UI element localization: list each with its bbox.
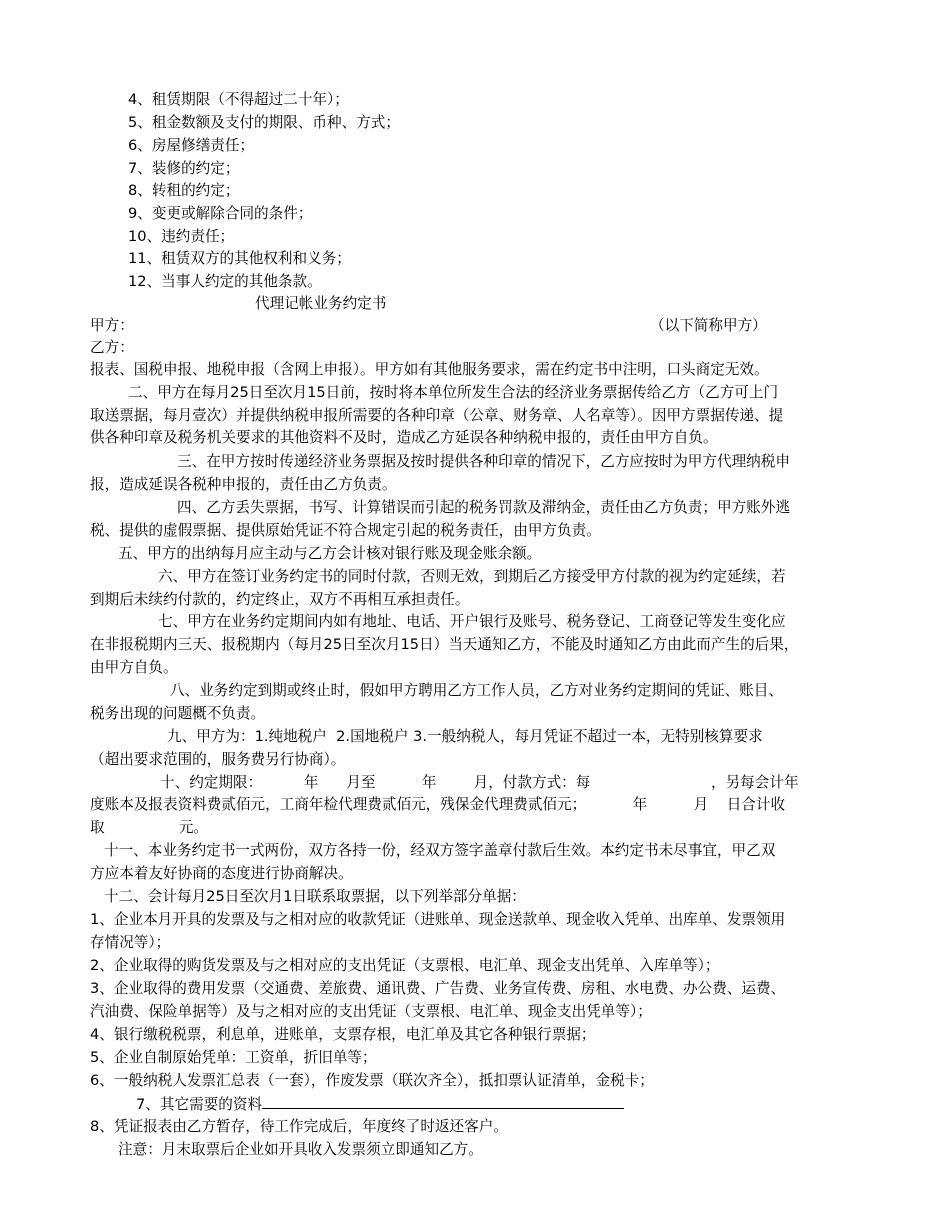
document-title: 代理记帐业务约定书 <box>255 295 387 312</box>
clause-9: 九、甲方为：1.纯地税户 2.国地税户 3.一般纳税人，每月凭证不超过一本，无特别核算要求 <box>167 728 763 745</box>
body-line: 在非报税期内三天、报税期内（每月25日至次月15日）当天通知乙方，不能及时通知乙方由此而产生的后果， <box>90 636 799 653</box>
body-line: 报表、国税申报、地税申报（含网上申报）。甲方如有其他服务要求，需在约定书中注明，口头商定无效。 <box>90 361 769 378</box>
item-7-label: 7、其它需要的资料 <box>136 1096 263 1113</box>
list-item: 4、租赁期限（不得超过二十年）； <box>128 91 349 108</box>
party-b-label: 乙方： <box>90 339 134 356</box>
document-list-item: 1、企业本月开具的发票及与之相对应的收款凭证（进账单、现金送款单、现金收入凭单、出库单、发票领用 <box>90 911 786 928</box>
list-item: 5、租金数额及支付的期限、币种、方式； <box>128 114 400 131</box>
body-line: 税、提供的虚假票据、提供原始凭证不符合规定引起的税务责任，由甲方负责。 <box>90 522 601 539</box>
body-line: 到期后未续约付款的，约定终止，双方不再相互承担责任。 <box>90 591 470 608</box>
clause-3: 三、在甲方按时传递经济业务票据及按时提供各种印章的情况下，乙方应按时为甲方代理纳税申 <box>177 453 790 470</box>
document-list-item: 2、企业取得的购货发票及与之相对应的支出凭证（支票根、电汇单、现金支出凭单、入库单等）； <box>90 957 720 974</box>
body-line: （超出要求范围的，服务费另行协商）。 <box>90 751 346 768</box>
list-item: 7、装修的约定； <box>128 160 240 177</box>
clause-8: 八、业务约定到期或终止时，假如甲方聘用乙方工作人员，乙方对业务约定期间的凭证、账目、 <box>170 682 783 699</box>
body-line: 存情况等）； <box>90 934 171 951</box>
clause-11: 十一、本业务约定书一式两份，双方各持一份，经双方签字盖章付款后生效。本约定书未尽事宜，甲乙双 <box>104 842 776 859</box>
list-item: 10、违约责任； <box>128 228 235 245</box>
document-list-item: 3、企业取得的费用发票（交通费、差旅费、通讯费、广告费、业务宣传费、房租、水电费、办公费、运费、 <box>90 980 786 997</box>
party-a-label: 甲方： <box>90 317 134 334</box>
document-list-item: 8、凭证报表由乙方暂存，待工作完成后，年度终了时返还客户。 <box>90 1118 508 1135</box>
body-line: 度账本及报表资料费贰佰元，工商年检代理费贰佰元，残保金代理费贰佰元； 年 月 日合计收 <box>90 796 786 813</box>
body-line: 税务出现的问题概不负责。 <box>90 705 266 722</box>
list-item: 12、当事人约定的其他条款。 <box>128 273 322 290</box>
clause-4: 四、乙方丢失票据，书写、计算错误而引起的税务罚款及滞纳金，责任由乙方负责；甲方账外逃 <box>177 499 790 516</box>
body-line: 取送票据，每月壹次）并提供纳税申报所需要的各种印章（公章、财务章、人名章等）。因甲方票据传递、提 <box>90 407 784 424</box>
note: 注意：月末取票后企业如开具收入发票须立即通知乙方。 <box>118 1141 483 1158</box>
body-line: 由甲方自负。 <box>90 659 178 676</box>
body-line: 方应本着友好协商的态度进行协商解决。 <box>90 865 353 882</box>
clause-5: 五、甲方的出纳每月应主动与乙方会计核对银行账及现金账余额。 <box>118 545 542 562</box>
item-7 <box>136 1093 624 1115</box>
list-item: 6、房屋修缮责任； <box>128 137 255 154</box>
body-line: 报，造成延误各税种申报的，责任由乙方负责。 <box>90 476 397 493</box>
clause-7: 七、甲方在业务约定期间内如有地址、电话、开户银行及账号、税务登记、工商登记等发生变化应 <box>158 613 786 630</box>
fill-in-blank <box>262 1093 624 1109</box>
clause-6: 六、甲方在签订业务约定书的同时付款，否则无效，到期后乙方接受甲方付款的视为约定延续，若 <box>158 568 786 585</box>
document-list-item: 5、企业自制原始凭单：工资单，折旧单等； <box>90 1049 377 1066</box>
clause-2: 二、甲方在每月25日至次月15日前，按时将本单位所发生合法的经济业务票据传给乙方（乙方可上门 <box>128 384 779 401</box>
body-line: 汽油费、保险单据等）及与之相对应的支出凭证（支票根、电汇单、现金支出凭单等）； <box>90 1003 652 1020</box>
list-item: 8、转租的约定； <box>128 182 240 199</box>
list-item: 9、变更或解除合同的条件； <box>128 205 313 222</box>
document-list-item: 6、一般纳税人发票汇总表（一套），作废发票（联次齐全），抵扣票认证清单，金税卡； <box>90 1072 654 1089</box>
clause-12: 十二、会计每月25日至次月1日联系取票据，以下列举部分单据： <box>104 888 526 905</box>
document-list-item: 4、银行缴税税票，利息单，进账单，支票存根，电汇单及其它各种银行票据； <box>90 1026 596 1043</box>
clause-10: 十、约定期限： 年 月至 年 月，付款方式：每 ，另每会计年 <box>160 774 799 791</box>
body-line: 取 元。 <box>90 819 209 836</box>
body-line: 供各种印章及税务机关要求的其他资料不及时，造成乙方延误各种纳税申报的，责任由甲方自负。 <box>90 429 718 446</box>
party-a-note: （以下简称甲方） <box>650 317 767 334</box>
list-item: 11、租赁双方的其他权利和义务； <box>128 250 351 267</box>
